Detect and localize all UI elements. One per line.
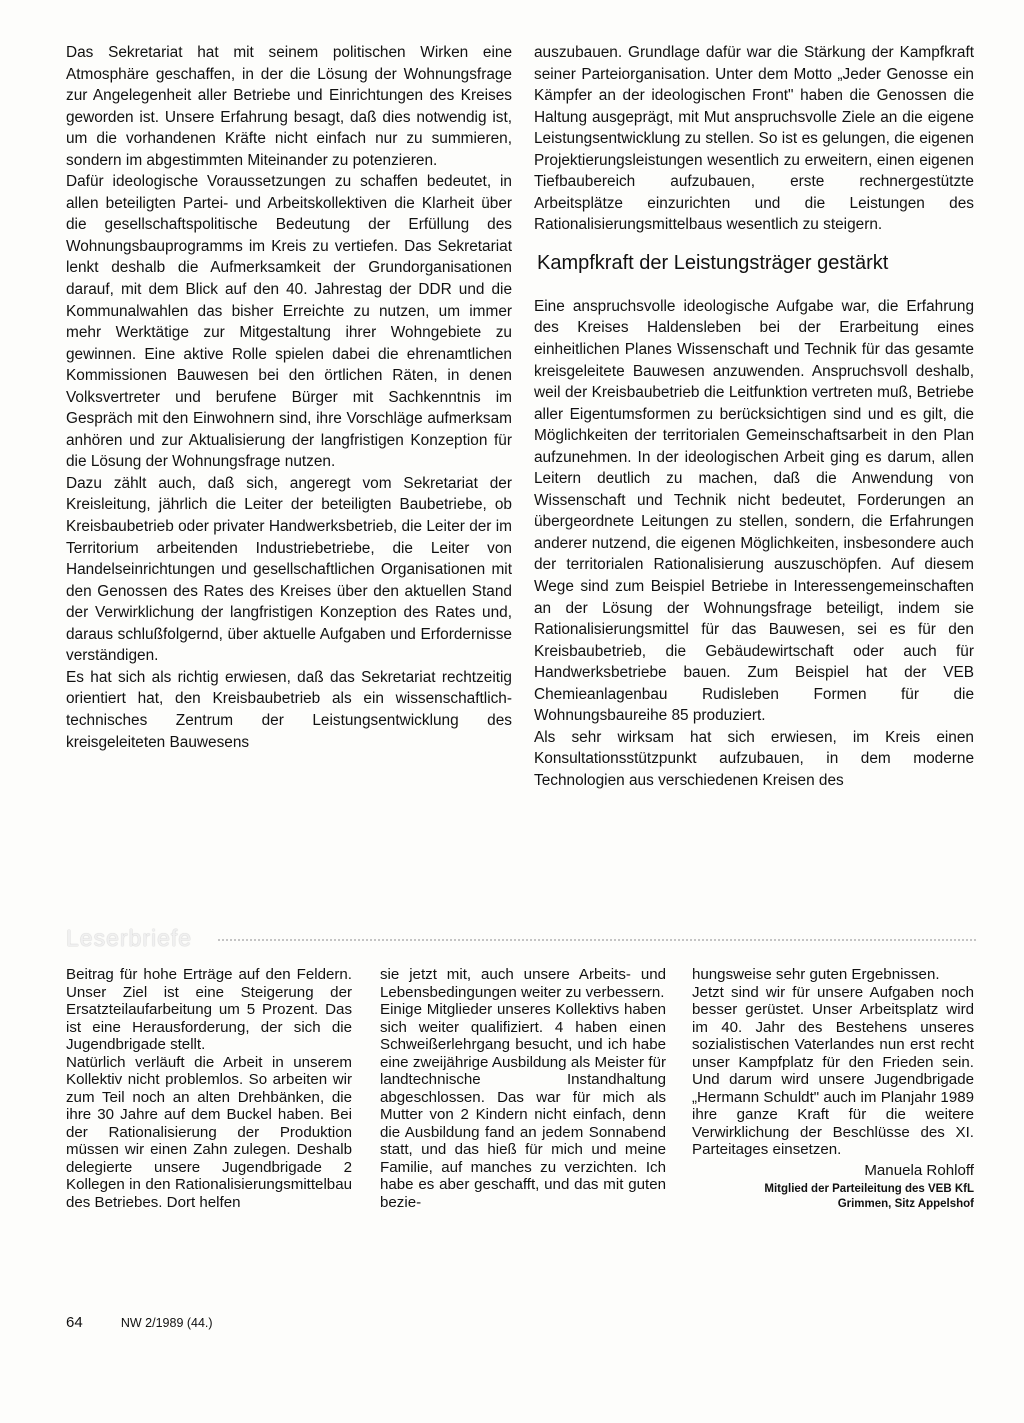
- letter-paragraph: Jetzt sind wir für unsere Aufgaben noch besser gerüstet. Unser Arbeitsplatz wird im 40. Jahr des Bestehens unseres sozialistischen Vaterlandes nun erst recht unser Kampfplatz für den Frieden sein. Und darum wird unsere Jugendbrigade „Hermann Schuldt" auch im Planjahr 1989 ihre ganze Kraft für die weitere Verwirklichung der Beschlüsse des XI. Parteitages einsetzen.: [692, 983, 974, 1158]
- letter-paragraph: Einige Mitglieder unseres Kollektivs haben sich weiter qualifiziert. 4 haben einen Schweißerlehrgang besucht, und ich habe eine zweijährige Ausbildung als Meister für landtechnische Instandhaltung abgeschlossen. Das war für mich als Mutter von 2 Kindern nicht einfach, denn die Ausbildung fand an jedem Sonnabend statt, und das hieß für mich und meine Familie, auf manches zu verzichten. Ich habe es aber geschafft, und das mit guten bezie-: [380, 1001, 666, 1211]
- letters-title: Leserbriefe: [66, 925, 193, 951]
- article-paragraph: Es hat sich als richtig erwiesen, daß das Sekretariat rechtzeitig orientiert hat, den Kreisbaubetrieb als ein wissenschaftlich-technisches Zentrum der Leistungsentwicklung des kreisgeleiteten Bauwesens: [66, 668, 512, 751]
- article-paragraph: Das Sekretariat hat mit seinem politischen Wirken eine Atmosphäre geschaffen, in der die Lösung der Wohnungsfrage zur Angelegenheit aller Betriebe und Einrichtungen des Kreises geworden ist. Unsere Erfahrung besagt, daß dies notwendig ist, um die vorhandenen Kräfte nicht einfach nur zu summieren, sondern im abgestimmten Miteinander zu potenzieren.: [66, 44, 512, 169]
- article-paragraph: Als sehr wirksam hat sich erwiesen, im Kreis einen Konsultationsstützpunkt aufzubauen, in dem moderne Technologien aus verschiedenen Kreisen des: [534, 728, 974, 789]
- letters-section-header: [66, 925, 976, 951]
- article-paragraph: Eine anspruchsvolle ideologische Aufgabe war, die Erfahrung des Kreises Haldensleben bei der Erarbeitung eines einheitlichen Planes Wissenschaft und Technik für das gesamte kreisgeleitete Bauwesen anzuwenden. Anspruchsvoll deshalb, weil der Kreisbaubetrieb die Leitfunktion vertreten muß, Betriebe aller Eigentumsformen zu berücksichtigen sind und es gilt, die Möglichkeiten der territorialen Gemeinschaftsarbeit in den Plan aufzunehmen. In der ideologischen Arbeit ging es darum, allen Leitern deutlich zu machen, daß die Anwendung von Wissenschaft und Technik nicht bedeutet, Forderungen an übergeordnete Leitungen zu stellen, sondern, die Erfahrungen anderer nutzend, die eigenen Möglichkeiten, insbesondere auch der territorialen Rationalisierung auszuschöpfen. Auf diesem Wege sind zum Beispiel Betriebe in Interessengemeinschaften an der Lösung der Wohnungsfrage beteiligt, indem sie Rationalisierungsmittel für das Bauwesen, sei es für den Kreisbaubetrieb, die Gebäudewirtschaft oder auch für Handwerksbetriebe bauen. Zum Beispiel hat der VEB Chemieanlagenbau Rudisleben Formen für die Wohnungsbaureihe 85 produziert.: [534, 297, 974, 725]
- letter-column-3: [692, 966, 974, 1212]
- page-footer: [66, 1314, 213, 1331]
- signature-role-line: Mitglied der Parteileitung des VEB KfL: [764, 1183, 974, 1195]
- divider: [218, 939, 976, 941]
- letter-paragraph: hungsweise sehr guten Ergebnissen.: [692, 966, 940, 983]
- article-left-column: [66, 42, 512, 753]
- letter-paragraph: Beitrag für hohe Erträge auf den Feldern. Unser Ziel ist eine Steigerung der Ersatzteilaufarbeitung um 5 Prozent. Das ist eine Herausforderung, der sich die Jugendbrigade stellt.: [66, 966, 352, 1053]
- signature-role: [692, 1182, 974, 1212]
- signature-role-line: Grimmen, Sitz Appelshof: [837, 1198, 974, 1210]
- page-number: 64: [66, 1314, 83, 1331]
- signature-name: Manuela Rohloff: [864, 1161, 974, 1179]
- letter-column-2: [380, 966, 666, 1211]
- article-paragraph: auszubauen. Grundlage dafür war die Stärkung der Kampfkraft seiner Parteiorganisation. Unter dem Motto „Jeder Genosse ein Kämpfer an der ideologischen Front" haben die Genossen die Haltung ausgeprägt, mit Mut anspruchsvolle Ziele an die eigene Leistungsentwicklung zu stellen. So ist es gelungen, die eigenen Projektierungsleistungen wesentlich zu erweitern, einen eigenen Tiefbaubereich aufzubauen, erste rechnergestützte Arbeitsplätze einzurichten und die Leistungen des Rationalisierungsmittelbaus wesentlich zu steigern.: [534, 44, 974, 234]
- article-paragraph: Dafür ideologische Voraussetzungen zu schaffen bedeutet, in allen beteiligten Partei- und Arbeitskollektiven die Klarheit über die gesellschaftspolitische Bedeutung der Erfüllung des Wohnungsbauprogramms im Kreis zu vertiefen. Das Sekretariat lenkt deshalb die Aufmerksamkeit der Grundorganisationen darauf, mit dem Blick auf den 40. Jahrestag der DDR und die Kommunalwahlen das bisher Erreichte zu nutzen, um immer mehr Werktätige zur Mitgestaltung ihrer Wohngebiete zu gewinnen. Eine aktive Rolle spielen dabei die ehrenamtlichen Kommissionen Bauwesen bei den örtlichen Räten, in denen Volksvertreter und berufene Bürger mit Sachkenntnis im Gespräch mit den Einwohnern sind, ihre Vorschläge aufmerksam anhören und zur Aktualisierung der langfristigen Konzeption für die Lösung der Wohnungsfrage nutzen.: [66, 173, 512, 471]
- article-paragraph: Dazu zählt auch, daß sich, angeregt vom Sekretariat der Kreisleitung, jährlich die Leiter der beteiligten Baubetriebe, ob Kreisbaubetrieb oder privater Handwerksbetrieb, die Leiter der im Territorium arbeitenden Industriebetriebe, die Leiter von Handelseinrichtungen und gesellschaftlichen Organisationen mit den Genossen des Rates des Kreises über den aktuellen Stand der Verwirklichung der langfristigen Konzeption des Rates und, daraus schlußfolgernd, über aktuelle Aufgaben und Erfordernisse verständigen.: [66, 474, 512, 665]
- letter-paragraph: sie jetzt mit, auch unsere Arbeits- und Lebensbedingungen weiter zu verbessern.: [380, 966, 666, 1001]
- letter-column-1: [66, 966, 352, 1211]
- article-right-column: [534, 42, 974, 792]
- issue-label: NW 2/1989 (44.): [120, 1316, 213, 1330]
- letter-paragraph: Natürlich verläuft die Arbeit in unserem Kollektiv nicht problemlos. So arbeiten wir zum Teil noch an alten Drehbänken, die ihre 30 Jahre auf dem Buckel haben. Bei der Rationalisierung der Produktion müssen wir einen Zahn zulegen. Deshalb delegierte unsere Jugendbrigade 2 Kollegen in den Rationalisierungsmittelbau des Betriebes. Dort helfen: [66, 1053, 352, 1211]
- section-heading: Kampfkraft der Leistungsträger gestärkt: [537, 251, 889, 274]
